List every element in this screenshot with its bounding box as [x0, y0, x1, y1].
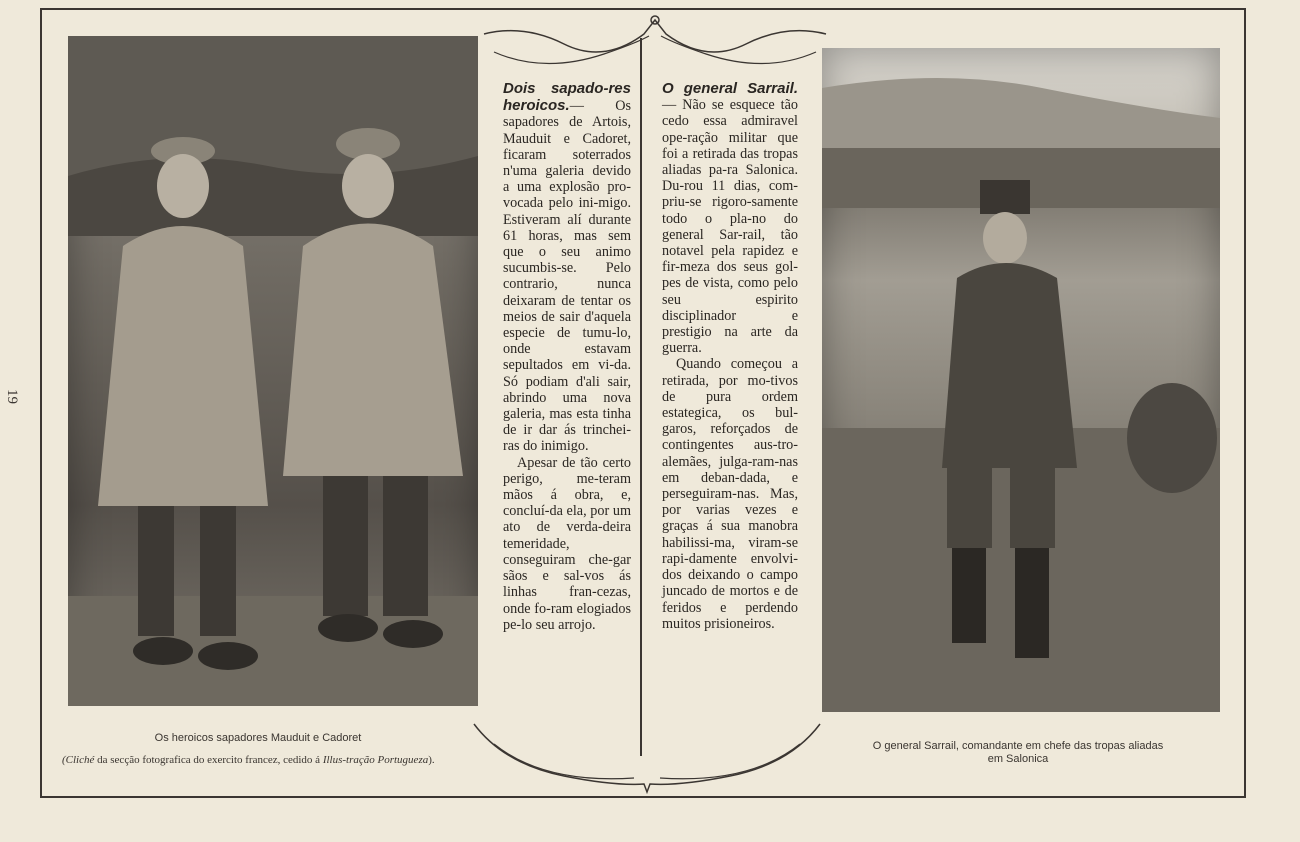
article-sappers-body-1: Os sapadores de Artois, Mauduit e Cadoret, ficaram soterrados n'uma galeria devido a uma explosão pro-vocada pelo ini-migo. Estiveram alí durante 61 horas, mas sem que o seu animo sucumbis-se. Pelo contrario, nunca deixaram de tentar os meios de sair d'aquela especie de tumu-lo, onde estavam sepultados em vi-da. Só podiam d'ali sair, abrindo uma nova galeria, mas esta tinha de ir dar ás trinchei-ras do inimigo. — [503, 98, 631, 455]
column-divider — [640, 38, 642, 756]
article-sappers-dash: — — [569, 98, 584, 115]
photo-general-sarrail — [822, 48, 1220, 712]
top-ornament — [484, 14, 826, 78]
left-photo-credit — [62, 754, 482, 767]
right-photo-caption-line-2: em Salonica — [987, 753, 1049, 765]
credit-mid: da secção fotografica do exercito francez, cedido á — [97, 754, 321, 766]
page-number: 19 — [4, 389, 20, 404]
article-sarrail — [662, 80, 798, 632]
general-illustration — [822, 48, 1220, 712]
article-sappers-body-2: Apesar de tão certo perigo, me-teram mãos á obra, e, concluí-da ela, por um ato de verda-deira temeridade, conseguiram che-gar sãos e sal-vos ás linhas fran-cezas, onde fo-ram elogiados pe-lo seu arrojo. — [503, 454, 631, 633]
article-sarrail-body-2: Quando começou a retirada, por mo-tivos de pura ordem estategica, os bul-garos, reforçados de contingentes aus-tro-alemães, julga-ram-nas em deban-dada, e perseguiram-nas. Mas, por varias vezes e graças á sua manobra habilissi-ma, viram-se rapi-damente envolvi-dos deixando o campo juncado de mortos e de feridos e perdendo muitos prisioneiros. — [662, 356, 798, 632]
article-sarrail-dash: — — [662, 97, 677, 114]
article-sappers — [503, 80, 631, 633]
article-sappers-headline: Dois sapado-res heroicos. — [503, 80, 631, 115]
left-photo-caption: Os heroicos sapadores Mauduit e Cadoret — [154, 732, 362, 744]
right-photo-caption-line-1: O general Sarrail, comandante em chefe das tropas aliadas — [872, 740, 1164, 752]
photo-sappers — [68, 36, 478, 706]
right-photo-caption — [846, 740, 1190, 766]
article-sarrail-headline: O general Sarrail. — [662, 80, 798, 97]
credit-close: ). — [428, 754, 435, 766]
credit-italic: Illus-tração Portugueza — [322, 754, 429, 766]
bottom-ornament — [474, 714, 820, 798]
article-sarrail-body-1: Não se esquece tão cedo essa admiravel ope-ração militar que foi a retirada das tropas aliadas pa-ra Salonica. Du-rou 11 dias, com-priu-se rigoro-samente todo o pla-no do general Sar-rail, tão notavel pela rapidez e fir-meza dos seus gol-pes de vista, como pelo seu espirito disciplinador e prestigio na arte da guerra. — [662, 97, 798, 357]
credit-open: (Cliché — [62, 754, 95, 766]
sappers-illustration — [68, 36, 478, 706]
